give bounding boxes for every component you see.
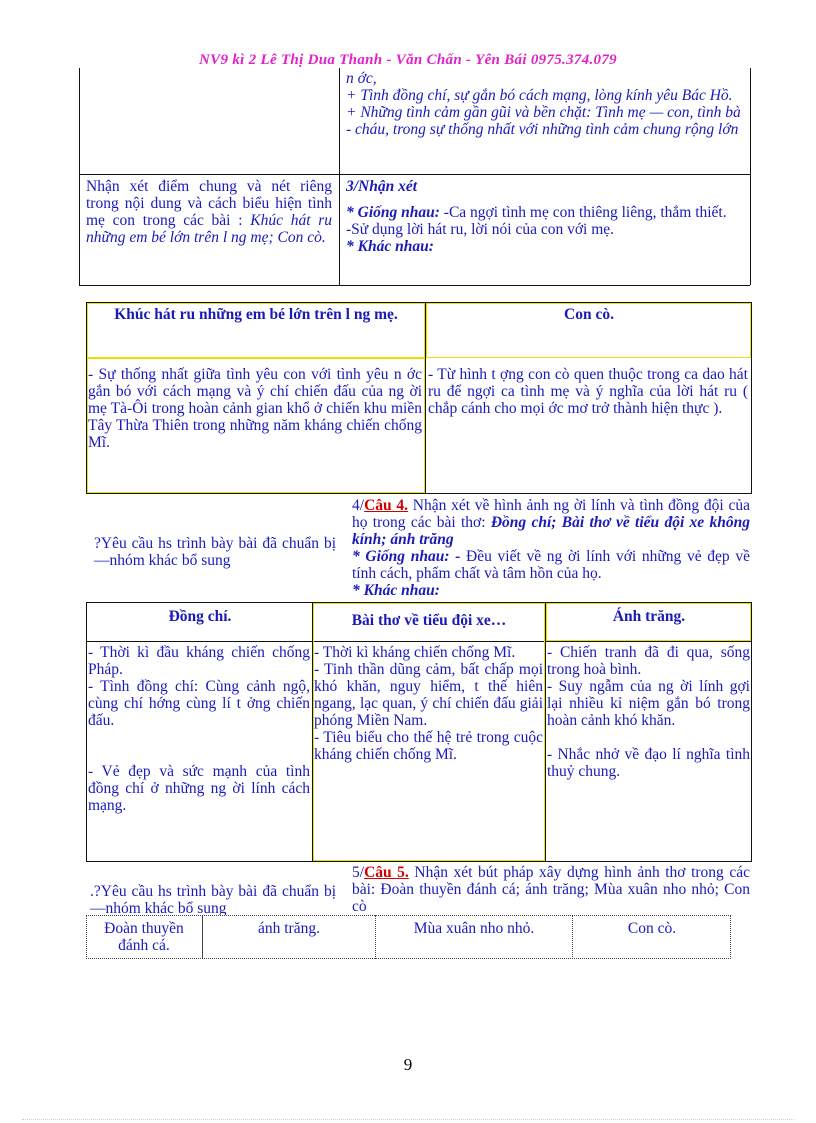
same-label: * Giống nhau: - <box>352 548 461 565</box>
diff-label: * Khác nhau: <box>352 582 440 599</box>
table1-cell-2: - Từ hình t ợng con cò quen thuộc trong ca dao hát ru để ngợi ca tình mẹ và ý nghĩa của lời hát ru ( chắp cánh cho mọi ớc mơ trở thành hiện thực ). <box>428 366 748 417</box>
table5-divider <box>572 915 573 959</box>
table5-header-2: ánh trăng. <box>258 920 320 937</box>
text-line: - Suy ngẫm của ng ời lính gợi lại nhiều kỉ niệm gắn bó trong hoàn cảnh khó khăn. <box>547 678 750 729</box>
text-line: - Nhắc nhở về đạo lí nghĩa tình thuỷ chung. <box>547 746 750 780</box>
text-line: + Tình đồng chí, sự gắn bó cách mạng, lòng kính yêu Bác Hồ. <box>346 87 733 104</box>
top-table-mid-border <box>339 68 340 285</box>
table2-col2 <box>314 644 543 763</box>
top-table-row-divider <box>79 174 750 175</box>
table2-header-3: Ánh trăng. <box>612 608 686 625</box>
table5-divider <box>375 915 376 959</box>
table5-header-4: Con cò. <box>627 920 677 937</box>
question-number: 4/ <box>352 497 365 514</box>
text-line: - Chiến tranh đã đi qua, sống trong hoà bình. <box>547 644 750 678</box>
table2-col3 <box>547 644 750 780</box>
table1-cell-1: - Sự thống nhất giữa tình yêu con với tình yêu n ớc gắn bó với cách mạng và ý chí chiến đấu của ng ời mẹ Tà-Ôi trong hoàn cảnh gian khổ ở chiến khu miền Tây Thừa Thiên trong những năm kháng chiến chống Mĩ. <box>88 366 422 451</box>
footer-rule <box>22 1119 794 1120</box>
question-label: Câu 4. <box>364 497 409 514</box>
same-label: * Giống nhau: <box>346 204 440 221</box>
top-left-prompt <box>86 178 332 246</box>
table2-header-1: Đồng chí. <box>168 608 232 625</box>
same-text: -Ca ngợi tình mẹ con thiêng liêng, thắm thiết. <box>439 204 727 221</box>
section4-question <box>352 497 750 599</box>
section5-question <box>352 864 750 916</box>
diff-label: * Khác nhau: <box>346 238 434 255</box>
text-line: - Vẻ đẹp và sức mạnh của tình đồng chí ở những ng ời lính cách mạng. <box>88 763 310 814</box>
same-text-2: -Sử dụng lời hát ru, lời nói của con với mẹ. <box>346 221 615 238</box>
same-text: Đều viết về ng ời lính với những vẻ đẹp về tính cách, phẩm chất và tâm hồn của họ. <box>352 548 750 582</box>
text-line: + Những tình cảm gần gũi và bền chặt: Tình mẹ — con, tình bà - cháu, trong sự thống nhất với những tình cảm chung rộng lớn <box>346 104 741 138</box>
prompt-titles: Khúc hát ru những em bé lớn trên l ng mẹ; Con cò. <box>86 212 332 246</box>
table5-header-1: Đoàn thuyền đánh cá. <box>104 920 184 954</box>
section5-prompt: .?Yêu cầu hs trình bày bài đã chuẩn bị —nhóm khác bổ sung <box>90 883 336 915</box>
text-line: - Tinh thần dũng cảm, bất chấp mọi khó khăn, nguy hiểm, t thế hiên ngang, lạc quan, ý chí chiến đấu giải phóng Miền Nam. <box>314 661 543 729</box>
page-header: NV9 kì 2 Lê Thị Dua Thanh - Văn Chấn - Yên Bái 0975.374.079 <box>199 52 617 68</box>
top-table-bottom-border <box>79 285 750 286</box>
table5-divider <box>202 915 203 959</box>
top-table-left-border <box>79 68 80 285</box>
question-label: Câu 5. <box>364 864 409 881</box>
top-right-cell <box>346 70 746 174</box>
text-line: - Thời kì đầu kháng chiến chống Pháp. <box>88 644 310 678</box>
table1-header-1: Khúc hát ru những em bé lớn trên l ng mẹ. <box>114 306 398 323</box>
question-text: Nhận xét về hình ảnh ng ời lính và tình đồng đội của họ trong các bài thơ: <box>352 497 750 531</box>
text-line: - Thời kì kháng chiến chống Mĩ. <box>314 644 516 661</box>
prompt-text: Nhận xét điểm chung và nét riêng trong nội dung và cách biểu hiện tình mẹ con trong các bài : <box>86 178 332 229</box>
top-table-right-border <box>750 68 751 285</box>
section4-prompt: ?Yêu cầu hs trình bày bài đã chuẩn bị —nhóm khác bổ sung <box>94 535 336 569</box>
question-text: Nhận xét bút pháp xây dựng hình ảnh thơ trong các bài: Đoàn thuyền đánh cá; ánh trăng; Mùa xuân nho nhỏ; Con cò <box>352 864 750 915</box>
question-number: 5/ <box>352 864 365 881</box>
text-line: n ớc, <box>346 70 377 87</box>
table2-col1 <box>88 644 310 814</box>
text-line: - Tiêu biểu cho thế hệ trẻ trong cuộc kháng chiến chống Mĩ. <box>314 729 543 763</box>
table2-header-2: Bài thơ về tiểu đội xe… <box>351 612 507 629</box>
section-heading: 3/Nhận xét <box>346 178 418 195</box>
question-titles: Đồng chí; Bài thơ về tiểu đội xe không kính; ánh trăng <box>352 514 750 548</box>
top-right-answer <box>346 178 746 284</box>
table5-header-3: Mùa xuân nho nhỏ. <box>413 920 535 937</box>
table1-header-2: Con cò. <box>564 306 614 323</box>
text-line: - Tình đồng chí: Cùng cảnh ngộ, cùng chí hớng cùng lí t ởng chiến đấu. <box>88 678 310 729</box>
page-number: 9 <box>403 1055 413 1074</box>
